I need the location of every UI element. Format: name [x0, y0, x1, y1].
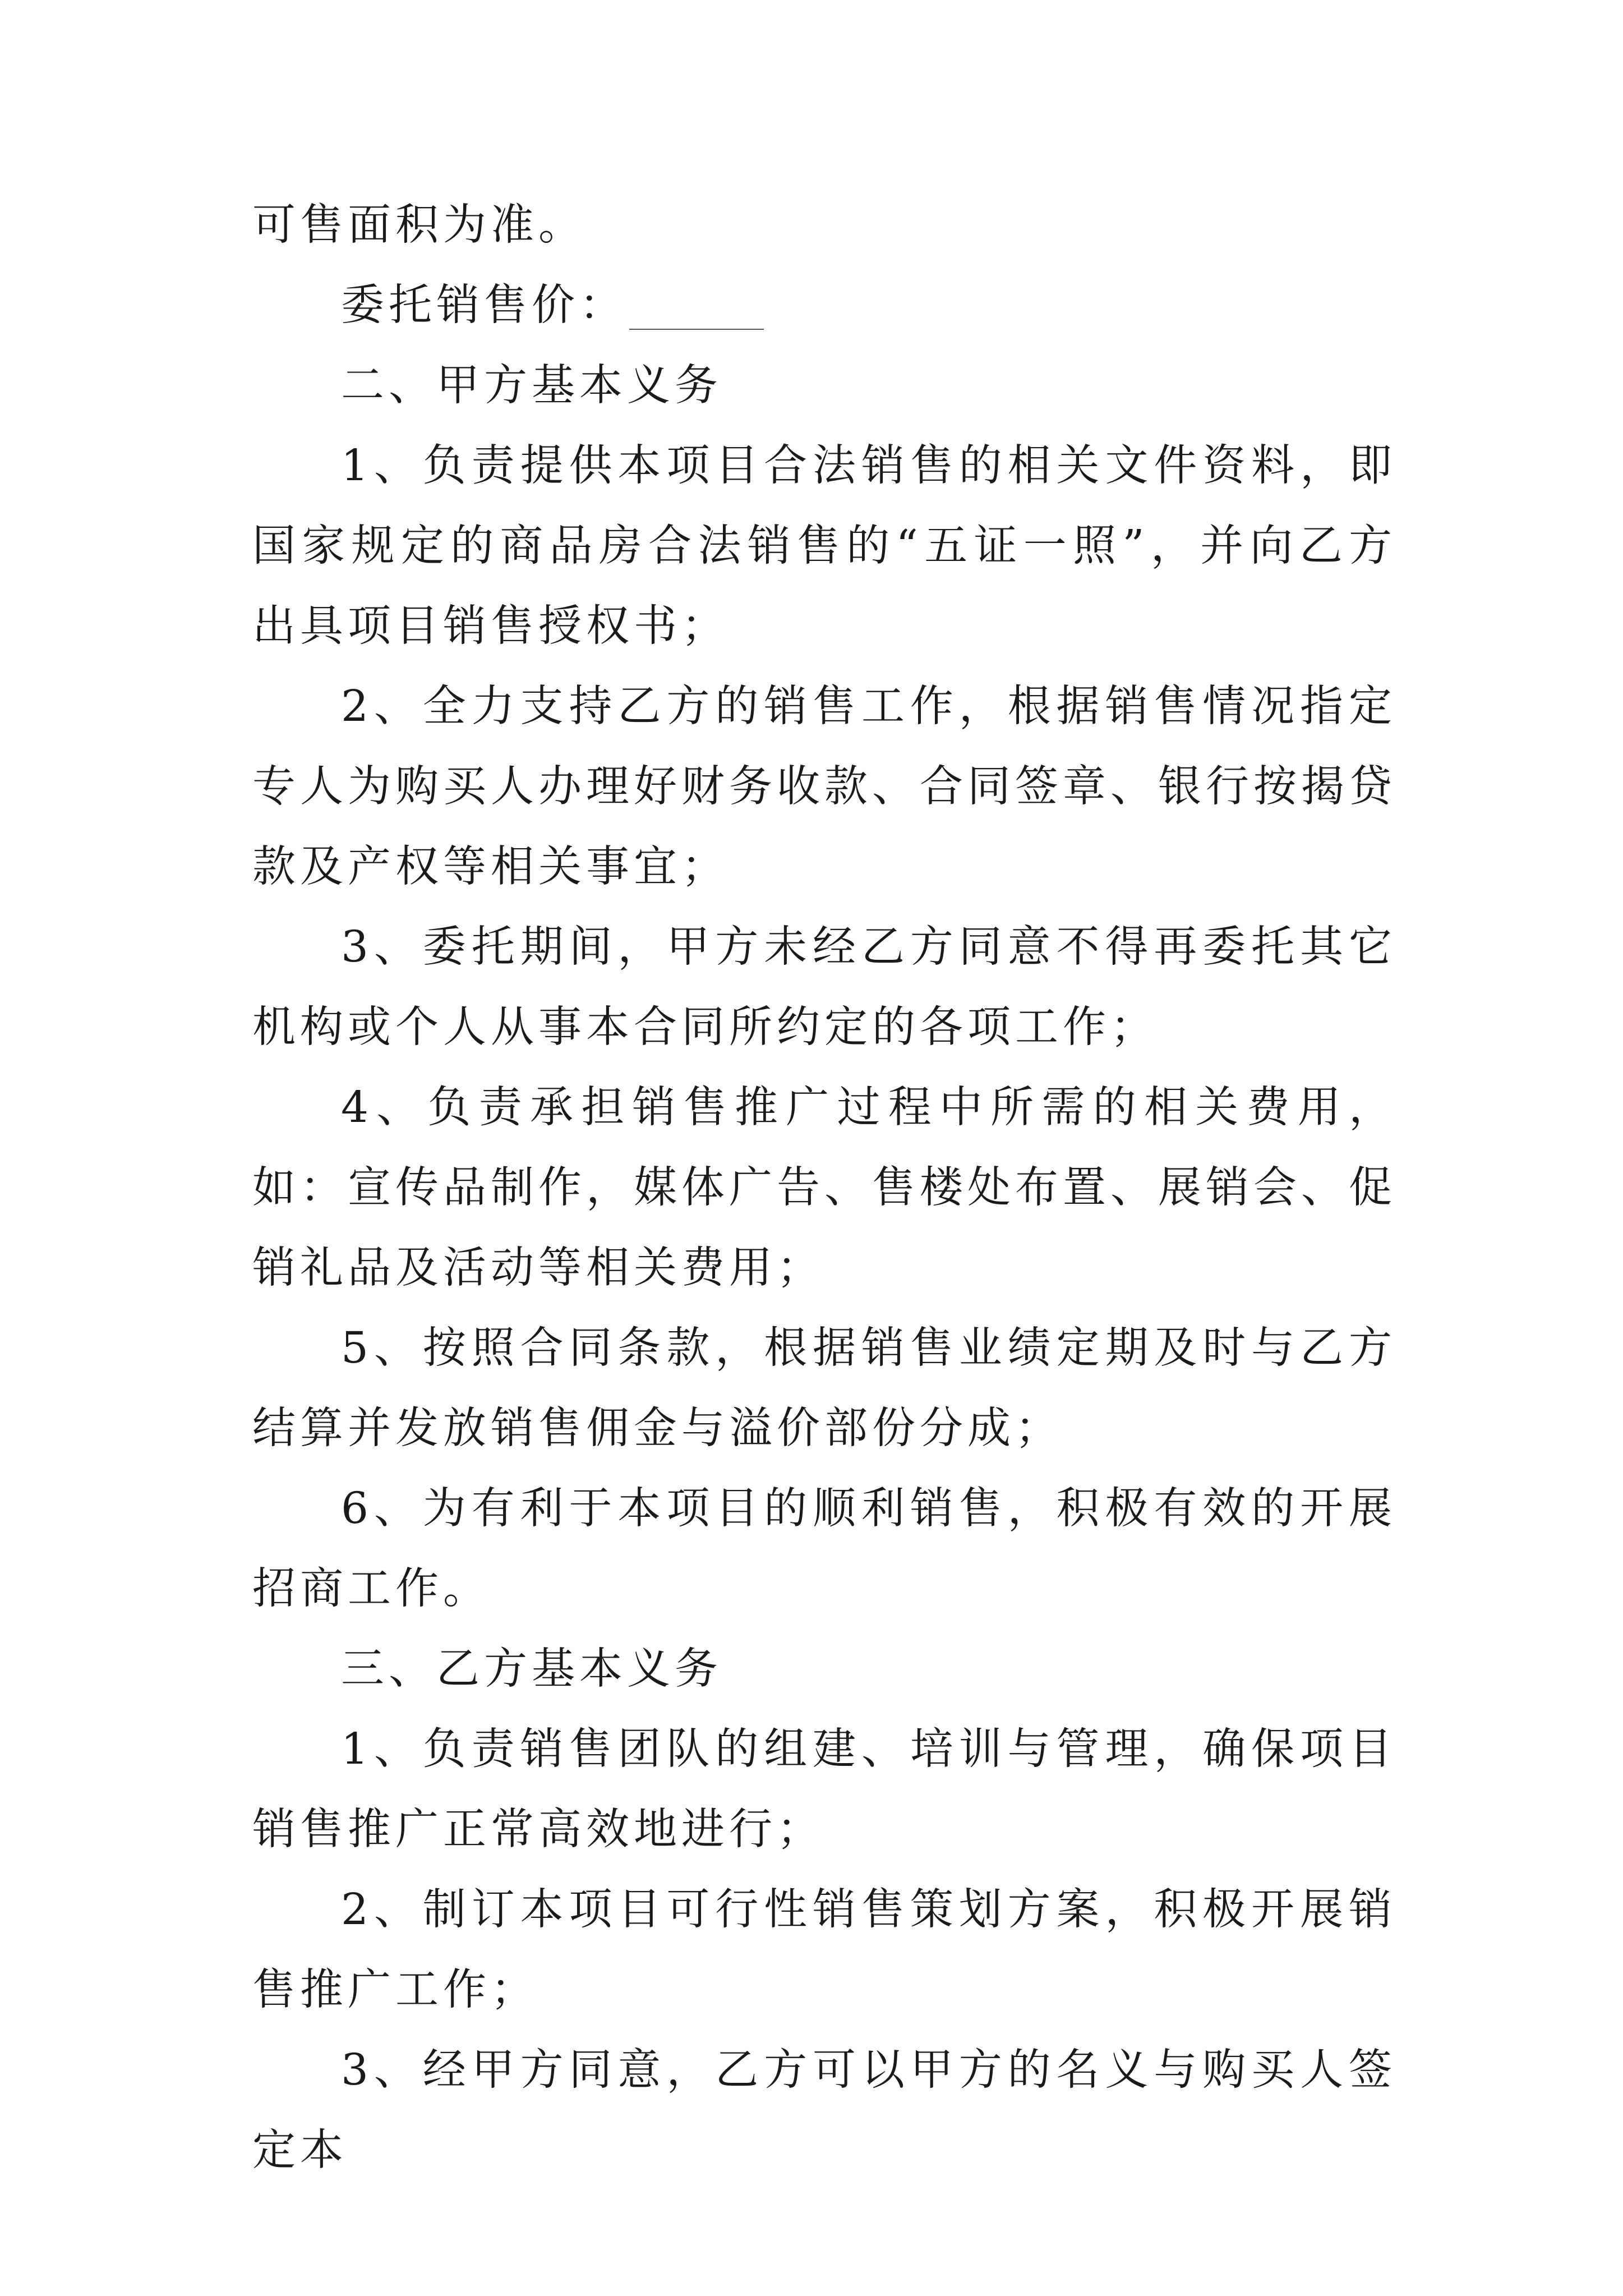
sale-price-blank-line	[629, 328, 764, 330]
paragraph-party-a-item-5: 5、按照合同条款，根据销售业绩定期及时与乙方结算并发放销售佣金与溢价部份分成；	[252, 1323, 1396, 1453]
paragraph-party-b-item-2: 2、制订本项目可行性销售策划方案，积极开展销售推广工作；	[252, 1885, 1396, 2015]
paragraph-party-b-item-1: 1、负责销售团队的组建、培训与管理，确保项目销售推广正常高效地进行；	[252, 1724, 1396, 1855]
paragraph-party-a-item-6: 6、为有利于本项目的顺利销售，积极有效的开展招商工作。	[252, 1484, 1396, 1614]
section-heading-party-a: 二、甲方基本义务	[341, 361, 722, 411]
section-heading-party-b: 三、乙方基本义务	[341, 1644, 722, 1694]
paragraph-continuation: 可售面积为准。	[252, 200, 586, 250]
paragraph-party-a-item-2: 2、全力支持乙方的销售工作，根据销售情况指定专人为购买人办理好财务收款、合同签章、银行按揭贷款及产权等相关事宜；	[252, 682, 1396, 892]
sale-price-label: 委托销售价：	[341, 280, 627, 330]
paragraph-party-a-item-3: 3、委托期间，甲方未经乙方同意不得再委托其它机构或个人从事本合同所约定的各项工作；	[252, 922, 1396, 1052]
document-body	[252, 185, 1396, 2191]
paragraph-party-a-item-1: 1、负责提供本项目合法销售的相关文件资料，即国家规定的商品房合法销售的“五证一照”，并向乙方出具项目销售授权书；	[252, 441, 1396, 651]
paragraph-sale-price	[252, 265, 1396, 346]
paragraph-party-b-item-3: 3、经甲方同意，乙方可以甲方的名义与购买人签定本	[252, 2045, 1396, 2175]
paragraph-party-a-item-4: 4、负责承担销售推广过程中所需的相关费用，如：宣传品制作，媒体广告、售楼处布置、展销会、促销礼品及活动等相关费用；	[252, 1083, 1396, 1293]
